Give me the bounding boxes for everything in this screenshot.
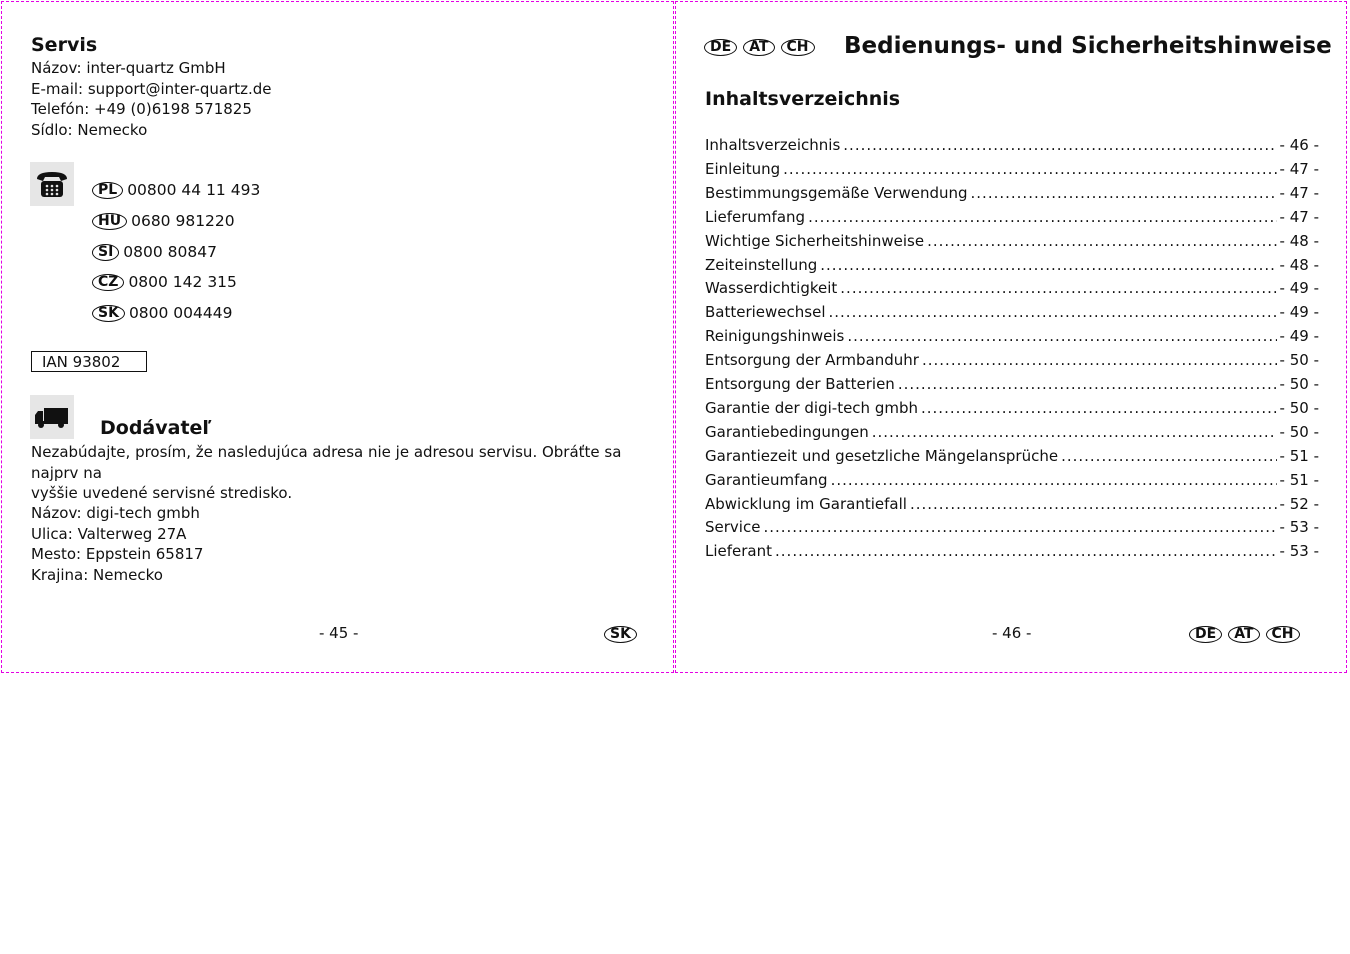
servis-name: Názov: inter-quartz GmbH [31,59,226,77]
toc-page-number: - 51 - [1279,470,1319,489]
toc-leader-dots [847,327,1276,345]
page-title: Bedienungs- und Sicherheitshinweise [844,33,1332,59]
toc-row [705,136,1319,156]
country-badge-at-footer: AT [1228,626,1259,643]
country-badge-de-footer: DE [1189,626,1222,643]
toc-page-number: - 53 - [1279,518,1319,537]
phone-row-sk [92,304,232,328]
toc-row [705,279,1319,299]
country-badge-cz: CZ [92,274,124,291]
phone-number-hu: 0680 981220 [131,212,235,230]
toc-page-number: - 49 - [1279,327,1319,346]
toc-label: Entsorgung der Batterien [705,375,895,393]
toc-leader-dots [921,399,1277,417]
toc-leader-dots [922,351,1277,369]
toc-page-number: - 50 - [1279,398,1319,417]
page-number-left: - 45 - [319,624,359,642]
toc-page-number: - 49 - [1279,279,1319,298]
phone-number-si: 0800 80847 [123,243,217,261]
toc-page-number: - 51 - [1279,446,1319,465]
supplier-city: Mesto: Eppstein 65817 [31,545,204,563]
header-badges [704,36,815,56]
toc-row [705,160,1319,180]
country-badge-si: SI [92,244,119,261]
footer-badges-left [604,623,637,643]
toc-page-number: - 46 - [1279,136,1319,154]
toc-row [705,303,1319,323]
toc-leader-dots [910,495,1277,513]
supplier-address [31,503,203,585]
supplier-note-line-2: vyššie uvedené servisné stredisko. [31,484,293,502]
phone-row-cz [92,273,237,297]
toc-title: Inhaltsverzeichnis [705,88,901,110]
toc-leader-dots [783,160,1276,178]
servis-email: E-mail: support@inter-quartz.de [31,79,272,98]
supplier-note [31,442,641,504]
toc-leader-dots [831,471,1277,489]
toc-row [705,184,1319,204]
toc-page-number: - 47 - [1279,159,1319,178]
toc-page-number: - 50 - [1279,375,1319,393]
footer-badges-right [1189,623,1300,643]
supplier-name: Názov: digi-tech gmbh [31,504,200,522]
country-badge-pl: PL [92,182,123,199]
toc-leader-dots [898,375,1277,393]
toc-row [705,518,1319,538]
toc-page-number: - 53 - [1279,542,1319,561]
toc-row [705,495,1319,515]
toc-page-number: - 47 - [1279,207,1319,226]
toc-label: Inhaltsverzeichnis [705,136,841,154]
page-number-right: - 46 - [992,624,1032,642]
toc-leader-dots [808,208,1276,226]
country-badge-sk: SK [92,305,125,322]
toc-leader-dots [775,542,1277,560]
servis-title: Servis [31,34,98,56]
toc-label: Zeiteinstellung [705,255,818,274]
toc-page-number: - 50 - [1279,422,1319,441]
supplier-country: Krajina: Nemecko [31,565,163,584]
toc-page-number: - 48 - [1279,231,1319,250]
toc-row [705,471,1319,491]
toc-label: Reinigungshinweis [705,327,845,346]
toc-row [705,542,1319,562]
servis-seat: Sídlo: Nemecko [31,120,148,139]
toc-leader-dots [843,136,1276,154]
servis-info [31,58,272,140]
toc-leader-dots [971,184,1277,202]
phone-number-cz: 0800 142 315 [128,273,237,291]
country-badge-ch: CH [781,39,815,56]
truck-icon [30,395,74,439]
toc-row [705,232,1319,252]
phone-number-pl: 00800 44 11 493 [127,181,261,199]
toc-label: Abwicklung im Garantiefall [705,494,907,513]
toc-row [705,447,1319,467]
supplier-street: Ulica: Valterweg 27A [31,524,187,543]
toc-label: Lieferant [705,542,773,561]
toc-leader-dots [872,423,1277,441]
toc-label: Garantiebedingungen [705,422,869,441]
toc-label: Bestimmungsgemäße Verwendung [705,183,968,202]
toc-label: Batteriewechsel [705,303,826,322]
toc-label: Lieferumfang [705,207,806,226]
toc-leader-dots [1061,447,1276,465]
toc-leader-dots [820,256,1276,274]
toc-label: Wasserdichtigkeit [705,279,838,298]
country-badge-at: AT [743,39,774,56]
phone-number-sk: 0800 004449 [128,304,233,322]
telephone-icon [30,162,74,206]
toc-leader-dots [829,303,1277,321]
toc-row [705,351,1319,371]
left-page [1,1,674,673]
supplier-title: Dodávateľ [100,417,212,439]
phone-row-si [92,243,217,267]
toc-page-number: - 48 - [1279,255,1319,274]
toc-row [705,375,1319,395]
country-badge-ch-footer: CH [1266,626,1300,643]
toc-leader-dots [840,279,1276,297]
phone-row-hu [92,212,235,236]
servis-phone: Telefón: +49 (0)6198 571825 [31,100,252,118]
toc-page-number: - 47 - [1279,183,1319,202]
country-badge-hu: HU [92,213,127,230]
toc-label: Entsorgung der Armbanduhr [705,351,919,370]
country-badge-de: DE [704,39,737,56]
toc-label: Garantiezeit und gesetzliche Mängelansprüche [705,446,1059,465]
right-page [675,1,1347,673]
toc-label: Service [705,518,761,537]
toc-label: Einleitung [705,159,781,178]
toc-page-number: - 52 - [1279,494,1319,513]
ian-box: IAN 93802 [31,351,147,372]
toc-leader-dots [763,518,1276,536]
toc-row [705,208,1319,228]
toc-page-number: - 49 - [1279,303,1319,322]
toc-row [705,423,1319,443]
phone-row-pl [92,181,260,205]
toc-row [705,399,1319,419]
toc-row [705,256,1319,276]
toc-label: Wichtige Sicherheitshinweise [705,231,925,250]
toc-label: Garantieumfang [705,470,828,489]
country-badge-sk-footer: SK [604,626,637,643]
supplier-note-line-1: Nezabúdajte, prosím, že nasledujúca adresa nie je adresou servisu. Obráťte sa najprv na [31,443,622,482]
toc-page-number: - 50 - [1279,351,1319,370]
toc-leader-dots [927,232,1276,250]
toc-row [705,327,1319,347]
toc-label: Garantie der digi-tech gmbh [705,398,918,417]
